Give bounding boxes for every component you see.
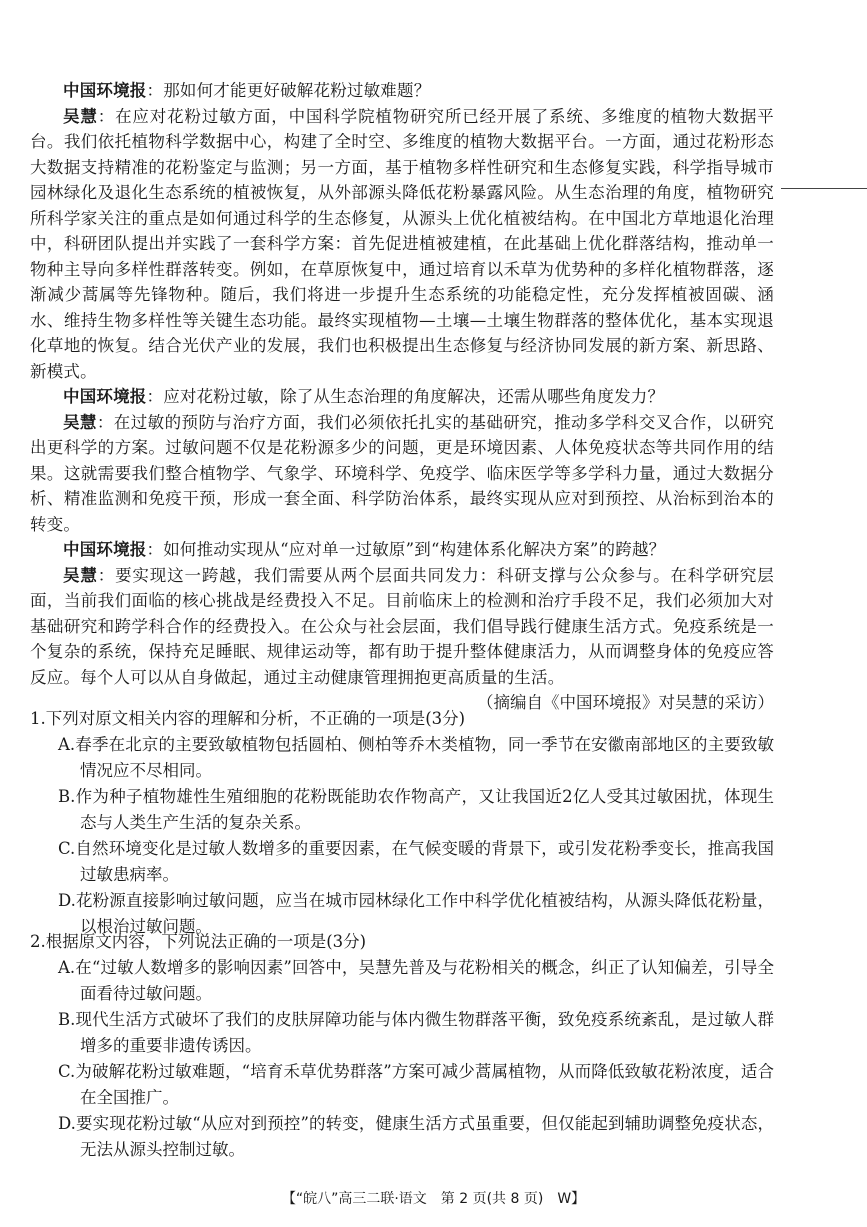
interview-question-3: 中国环境报：如何推动实现从“应对单一过敏原”到“构建体系化解决方案”的跨越？ (63, 540, 666, 559)
option-a: A.春季在北京的主要致敏植物包括圆柏、侧柏等乔木类植物，同一季节在安徽南部地区的主要致敏情况应不尽相同。 (58, 734, 774, 780)
option-c: C.自然环境变化是过敏人数增多的重要因素，在气候变暖的背景下，或引发花粉季变长，推高我国过敏患病率。 (58, 838, 774, 884)
speaker-label: 中国环境报 (63, 387, 147, 406)
page-footer: 【“皖八”高三二联·语文 第 2 页(共 8 页) W】 (281, 1191, 586, 1207)
interview-question-2: 中国环境报：应对花粉过敏，除了从生态治理的角度解决，还需从哪些角度发力？ (63, 387, 665, 406)
interview-answer-2: 吴慧：在过敏的预防与治疗方面，我们必须依托扎实的基础研究，推动多学科交叉合作，以研究出更科学的方案。过敏问题不仅是花粉源多少的问题，更是环境因素、人体免疫状态等共同作用的结果。这就需要我们整合植物学、气象学、环境科学、免疫学、临床医学等多学科力量，通过大数据分析、精准监测和免疫干预，形成一套全面、科学防治体系，最终实现从应对到预控、从治标到治本的转变。 (30, 412, 775, 534)
speaker-label: 中国环境报 (63, 81, 147, 100)
speaker-label: 吴慧 (63, 106, 98, 126)
speaker-label: 中国环境报 (63, 540, 147, 559)
option-a: A.在“过敏人数增多的影响因素”回答中，吴慧先普及与花粉相关的概念，纠正了认知偏差，引导全面看待过敏问题。 (58, 957, 774, 1003)
interview-section (30, 78, 774, 716)
interview-answer-1: 吴慧：在应对花粉过敏方面，中国科学院植物研究所已经开展了系统、多维度的植物大数据平台。我们依托植物科学数据中心，构建了全时空、多维度的植物大数据平台。一方面，通过花粉形态大数据支持精准的花粉鉴定与监测；另一方面，基于植物多样性研究和生态修复实践，科学指导城市园林绿化及退化生态系统的植被恢复，从外部源头降低花粉暴露风险。从生态治理的角度，植物研究所科学家关注的重点是如何通过科学的生态修复，从源头上优化植被结构。在中国北方草地退化治理中，科研团队提出并实践了一套科学方案：首先促进植被建植，在此基础上优化群落结构，推动单一物种主导向多样性群落转变。例如，在草原恢复中，通过培育以禾草为优势种的多样化植物群落，逐渐减少蒿属等先锋物种。随后，我们将进一步提升生态系统的功能稳定性，充分发挥植被固碳、涵水、维持生物多样性等关键生态功能。最终实现植物—土壤—土壤生物群落的整体优化，基本实现退化草地的恢复。结合光伏产业的发展，我们也积极提出生态修复与经济协同发展的新方案、新思路、新模式。 (30, 106, 774, 381)
option-d: D.要实现花粉过敏“从应对到预控”的转变，健康生活方式虽重要，但仅能起到辅助调整免疫状态，无法从源头控制过敏。 (58, 1113, 774, 1159)
question-2 (30, 929, 774, 1163)
question-1 (30, 706, 774, 940)
question-stem: 1.下列对原文相关内容的理解和分析，不正确的一项是(3分) (30, 709, 466, 728)
speaker-label: 吴慧 (63, 412, 97, 432)
option-b: B.现代生活方式破坏了我们的皮肤屏障功能与体内微生物群落平衡，致免疫系统紊乱，是过敏人群增多的重要非遗传诱因。 (58, 1009, 774, 1055)
option-c: C.为破解花粉过敏难题，“培育禾草优势群落”方案可减少蒿属植物，从而降低致敏花粉浓度，适合在全国推广。 (58, 1061, 774, 1107)
binding-margin-line (781, 188, 867, 189)
interview-answer-3: 吴慧：要实现这一跨越，我们需要从两个层面共同发力：科研支撑与公众参与。在科学研究层面，当前我们面临的核心挑战是经费投入不足。目前临床上的检测和治疗手段不足，我们必须加大对基础研究和跨学科合作的经费投入。在公众与社会层面，我们倡导践行健康生活方式。免疫系统是一个复杂的系统，保持充足睡眠、规律运动等，都有助于提升整体健康活力，从而调整身体的免疫应答反应。每个人可以从自身做起，通过主动健康管理拥抱更高质量的生活。 (30, 565, 774, 687)
question-stem: 2.根据原文内容，下列说法正确的一项是(3分) (30, 932, 367, 951)
source-citation: （摘编自《中国环境报》对吴慧的采访） (477, 693, 774, 712)
option-b: B.作为种子植物雄性生殖细胞的花粉既能助农作物高产，又让我国近2亿人受其过敏困扰，体现生态与人类生产生活的复杂关系。 (58, 786, 774, 832)
option-d: D.花粉源直接影响过敏问题，应当在城市园林绿化工作中科学优化植被结构，从源头降低花粉量，以根治过敏问题。 (58, 890, 774, 936)
interview-question-1: 中国环境报：那如何才能更好破解花粉过敏难题？ (63, 81, 431, 100)
speaker-label: 吴慧 (63, 565, 98, 585)
